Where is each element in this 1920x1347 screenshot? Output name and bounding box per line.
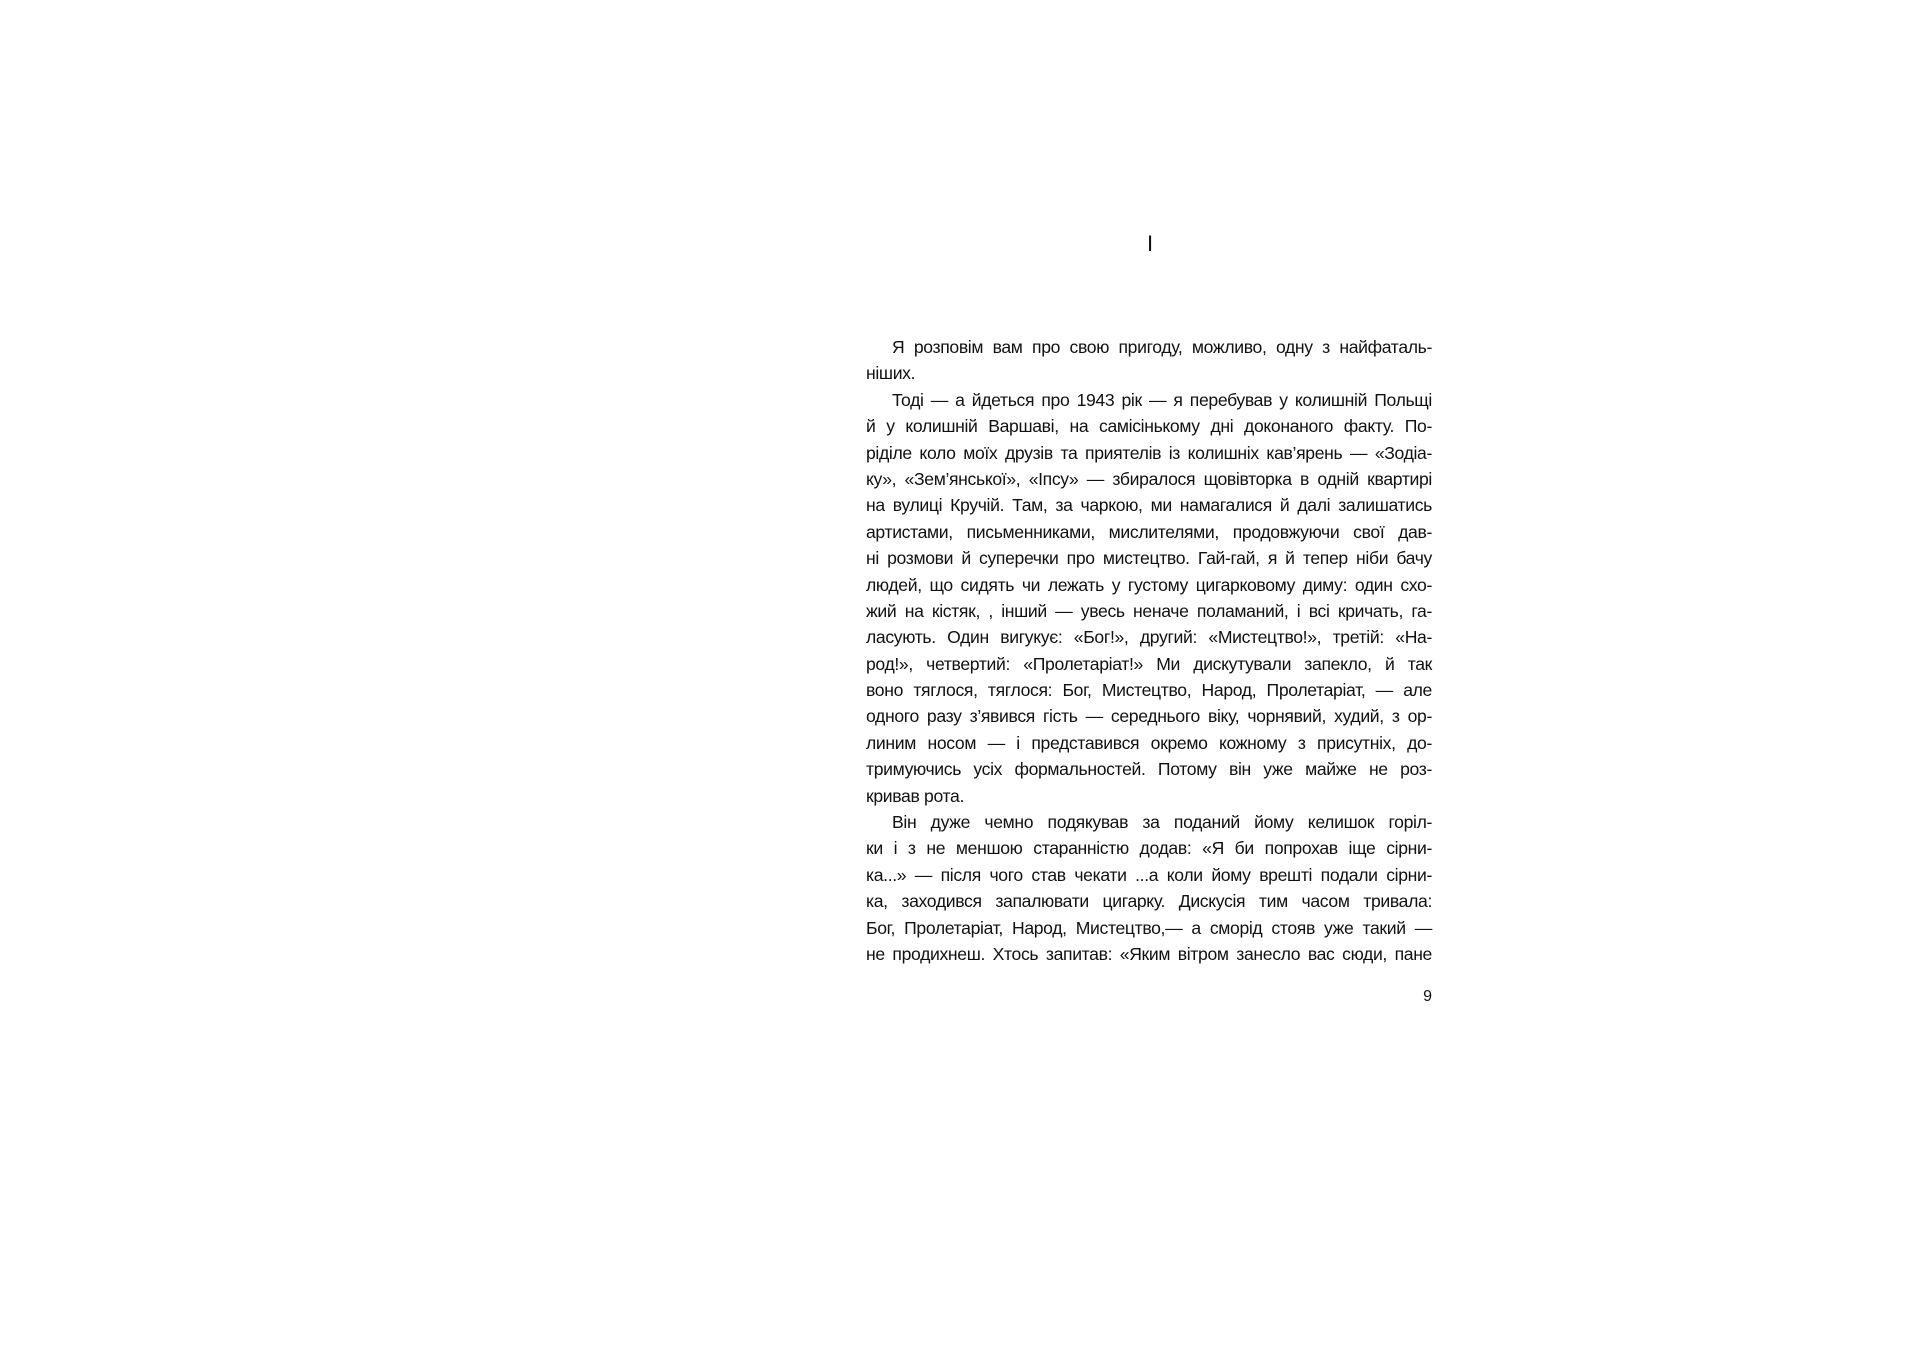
text-line: линим носом — і представився окремо кожному з присутніх, до- — [866, 732, 1432, 753]
text-line: Він дуже чемно подякував за поданий йому келишок горіл- — [892, 812, 1432, 833]
text-line: ка, заходився запалювати цигарку. Дискусія тим часом тривала: — [866, 891, 1432, 912]
text-line: ки і з не меншою старанністю додав: «Я би попрохав іще сірни- — [866, 838, 1432, 859]
text-line: ласують. Один вигукує: «Бог!», другий: «Мистецтво!», третій: «На- — [866, 627, 1432, 648]
text-line: тримуючись усіх формальностей. Потому він уже майже не роз- — [866, 759, 1432, 780]
left-page-blank — [0, 0, 784, 1100]
text-line: Я розповім вам про свою пригоду, можливо, одну з найфаталь- — [892, 337, 1432, 357]
text-line: артистами, письменниками, мислителями, продовжуючи свої дав- — [866, 521, 1432, 542]
text-line: воно тяглося, тяглося: Бог, Мистецтво, Народ, Пролетаріат, — але — [866, 680, 1432, 701]
text-line: не продихнеш. Хтось запитав: «Яким вітром занесло вас сюди, пане — [866, 943, 1432, 964]
right-page — [784, 0, 1568, 1100]
chapter-number-text: I — [1146, 231, 1154, 256]
text-line: ріділе коло моїх друзів та приятелів із колишніх кав’ярень — «Зодіа- — [866, 442, 1432, 463]
text-line: й у колишній Варшаві, на самісінькому дні доконаного факту. По- — [866, 416, 1432, 437]
body-text — [866, 334, 1432, 967]
text-line: ку», «Зем’янської», «Іпсу» — збиралося щовівторка в одній квартирі — [866, 468, 1432, 489]
text-line: жий на кістяк, , інший — увесь неначе поламаний, і всі кричать, га- — [866, 600, 1432, 621]
text-line: ка...» — після чого став чекати ...а коли йому врешті подали сірни- — [866, 864, 1432, 885]
text-line: Бог, Пролетаріат, Народ, Мистецтво,— а сморід стояв уже такий — — [866, 917, 1432, 938]
text-line: Тоді — а йдеться про 1943 рік — я перебував у колишній Польщі — [892, 389, 1432, 410]
page-number: 9 — [1423, 988, 1432, 1005]
text-line: ні розмови й суперечки про мистецтво. Гай-гай, я й тепер ніби бачу — [866, 548, 1432, 569]
text-line: ніших. — [866, 363, 916, 384]
text-line: людей, що сидять чи лежать у густому цигарковому диму: один схо- — [866, 574, 1432, 595]
text-line: кривав рота. — [866, 785, 964, 806]
text-line: одного разу з’явився гість — середнього віку, чорнявий, худий, з ор- — [866, 706, 1432, 727]
text-line: на вулиці Кручій. Там, за чаркою, ми намагалися й далі залишатись — [866, 495, 1432, 516]
text-line: род!», четвертий: «Пролетаріат!» Ми дискутували запекло, й так — [866, 653, 1432, 674]
